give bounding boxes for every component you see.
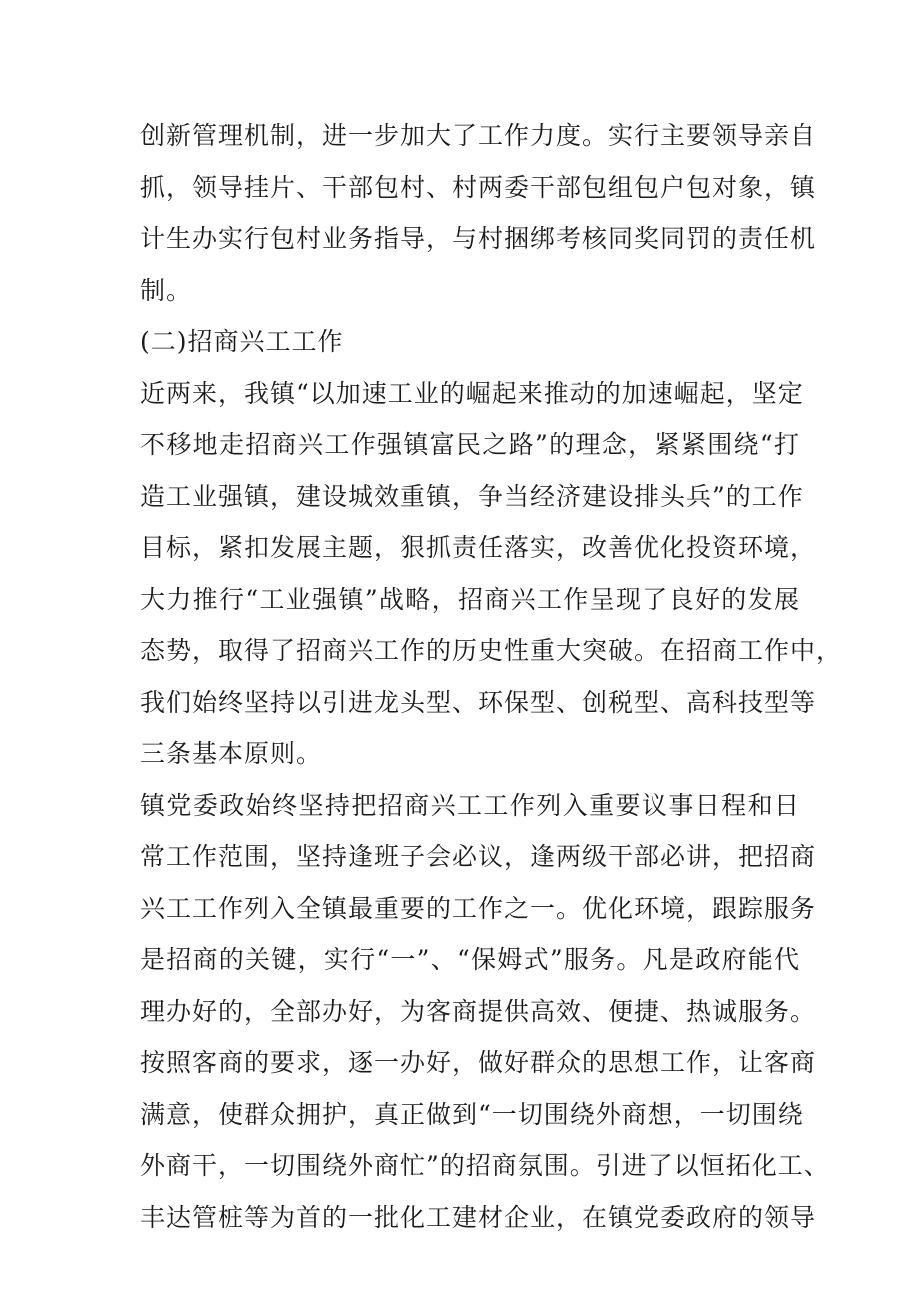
text-line: 常工作范围，坚持逢班子会必议，逢两级干部必讲，把招商 [140, 842, 817, 871]
text-line: 计生办实行包村业务指导，与村捆绑考核同奖同罚的责任机 [140, 224, 817, 253]
text-line: 近两来，我镇“以加速工业的崛起来推动的加速崛起，坚定 [140, 378, 804, 408]
text-line: 三条基本原则。 [140, 739, 323, 768]
text-line: 理办好的，全部办好，为客商提供高效、便捷、热诚服务。 [140, 996, 817, 1026]
text-line: 外商干，一切围绕外商忙”的招商氛围。引进了以恒拓化工、 [140, 1151, 830, 1180]
text-line: 兴工工作列入全镇最重要的工作之一。优化环境，跟踪服务 [140, 893, 817, 923]
text-line: 满意，使群众拥护，真正做到“一切围绕外商想，一切围绕 [140, 1099, 804, 1129]
text-line: 按照客商的要求，逐一办好，做好群众的思想工作，让客商 [140, 1048, 817, 1077]
text-line: 抓，领导挂片、干部包村、村两委干部包组包户包对象，镇 [140, 172, 817, 202]
text-line: 不移地走招商兴工作强镇富民之路”的理念，紧紧围绕“打 [140, 430, 800, 459]
text-line: 目标，紧扣发展主题，狠抓责任落实，改善优化投资环境， [140, 533, 817, 562]
section-heading: (二)招商兴工工作 [140, 327, 344, 356]
text-line: 造工业强镇，建设城效重镇，争当经济建设排头兵”的工作 [140, 481, 804, 511]
text-line: 是招商的关键，实行“一”、“保姆式”服务。凡是政府能代 [140, 945, 800, 974]
text-line: 丰达管桩等为首的一批化工建材企业，在镇党委政府的领导 [140, 1202, 817, 1232]
body-text [140, 110, 843, 1243]
text-line: 镇党委政始终坚持把招商兴工工作列入重要议事日程和日 [140, 790, 800, 820]
text-line: 我们始终坚持以引进龙头型、环保型、创税型、高科技型等 [140, 687, 817, 717]
text-line: 创新管理机制，进一步加大了工作力度。实行主要领导亲自 [140, 121, 817, 150]
text-line: 大力推行“工业强镇”战略，招商兴工作呈现了良好的发展 [140, 584, 800, 614]
text-line: 态势，取得了招商兴工作的历史性重大突破。在招商工作中， [140, 636, 843, 665]
text-line: 制。 [140, 275, 193, 305]
